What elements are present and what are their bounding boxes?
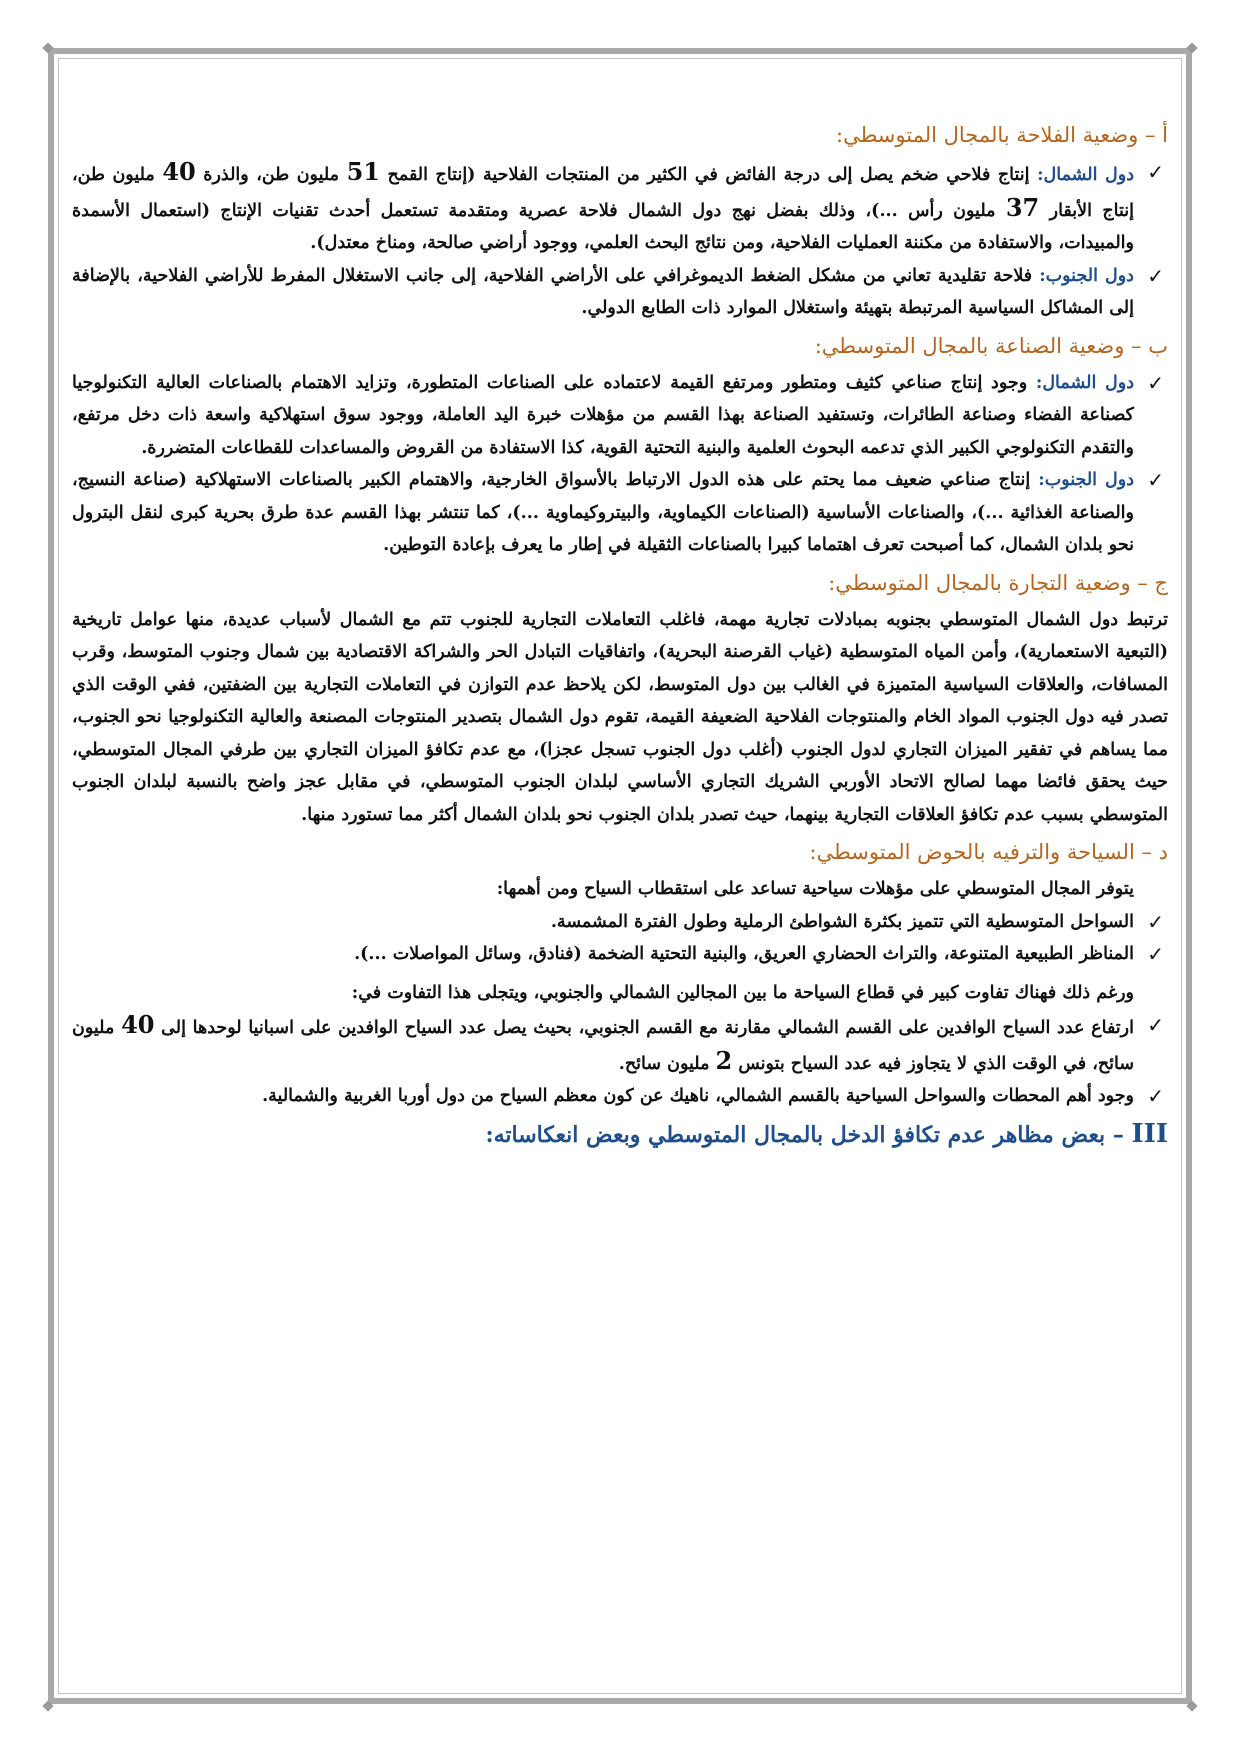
tourism-gap-item: ✓ وجود أهم المحطات والسواحل السياحية بالقسم الشمالي، ناهيك عن كون معظم السياح من دول أوربا الغربية والشمالية. xyxy=(72,1080,1168,1113)
tourism-gap-item: ✓ ارتفاع عدد السياح الوافدين على القسم الشمالي مقارنة مع القسم الجنوبي، بحيث يصل عدد السياح الوافدين على اسبانيا لوحدها إلى 40 مليون سائح، في الوقت الذي لا يتجاوز فيه عدد السياح بتونس 2 مليون سائح. xyxy=(72,1010,1164,1075)
figure-tunisia-tourists: 2 xyxy=(715,1045,733,1075)
document-body xyxy=(72,120,1168,1640)
tourism-intro: يتوفر المجال المتوسطي على مؤهلات سياحية تساعد على استقطاب السياح ومن أهمها: xyxy=(496,879,1134,899)
figure-corn: 40 xyxy=(162,157,196,186)
industry-south-item: ✓ دول الجنوب: إنتاج صناعي ضعيف مما يحتم على هذه الدول الارتباط بالأسواق الخارجية، والاهتمام الكبير بالصناعات الاستهلاكية (صناعة النسيج، والصناعة الغذائية ...)، والصناعات الأساسية (الصناعات الكيماوية، والبيتروكيماوية ...)، كما تنتشر بهذا القسم عدة طرق بحرية كبرى لنقل البترول نحو بلدان الشمال، كما أصبحت تعرف اهتماما كبيرا بالصناعات الثقيلة في إطار ما يعرف بإعادة التوطين. xyxy=(72,464,1168,562)
tourism-gap-list xyxy=(72,1009,1168,1113)
label-north: دول الشمال: xyxy=(1037,165,1134,185)
label-south: دول الجنوب: xyxy=(1039,265,1134,286)
tourism-gap-intro: ورغم ذلك فهناك تفاوت كبير في قطاع السياحة ما بين المجالين الشمالي والجنوبي، ويتجلى هذا التفاوت في: xyxy=(351,982,1134,1003)
tourism-assets-list xyxy=(72,906,1168,971)
check-icon: ✓ xyxy=(1147,370,1164,395)
heading-tourism: د – السياحة والترفيه بالحوض المتوسطي: xyxy=(809,840,1168,864)
section-number: III xyxy=(1131,1118,1168,1149)
heading-trade: ج – وضعية التجارة بالمجال المتوسطي: xyxy=(828,570,1168,595)
figure-wheat: 51 xyxy=(346,157,380,186)
check-icon: ✓ xyxy=(1147,942,1164,966)
check-icon: ✓ xyxy=(1147,1013,1164,1037)
figure-spain-tourists: 40 xyxy=(121,1010,155,1039)
agriculture-north-item: ✓ دول الشمال: إنتاج فلاحي ضخم يصل إلى درجة الفائض في الكثير من المنتجات الفلاحية (إنتاج القمح 51 مليون طن، والذرة 40 مليون طن، إنتاج الأبقار 37 مليون رأس ...)، وذلك بفضل نهج دول الشمال فلاحة عصرية ومتقدمة تستعمل أحدث تقنيات الإنتاج (استعمال الأسمدة والمبيدات، والاستفادة من مكننة العمليات الفلاحية، ومن نتائج البحث العلمي، ووجود أراضي صالحة، ومناخ معتدل). xyxy=(72,157,1164,253)
check-icon: ✓ xyxy=(1147,468,1164,492)
label-north: دول الشمال: xyxy=(1035,372,1134,393)
agriculture-south-item: ✓ دول الجنوب: فلاحة تقليدية تعاني من مشكل الضغط الديموغرافي على الأراضي الفلاحية، إلى جانب الاستغلال المفرط للأراضي الفلاحية، بالإضافة إلى المشاكل السياسية المرتبطة بتهيئة واستغلال الموارد ذات الطابع الدولي. xyxy=(72,260,1168,325)
check-icon: ✓ xyxy=(1147,1084,1164,1108)
check-icon: ✓ xyxy=(1147,909,1164,934)
tourism-asset-item: ✓ المناظر الطبيعية المتنوعة، والتراث الحضاري العريق، والبنية التحتية الضخمة (فنادق، وسائل المواصلات ...). xyxy=(72,938,1168,971)
check-icon: ✓ xyxy=(1147,263,1164,288)
label-south: دول الجنوب: xyxy=(1038,470,1134,490)
trade-paragraph: ترتبط دول الشمال المتوسطي بجنوبه بمبادلات تجارية مهمة، فاغلب التعاملات التجارية للجنوب تتم مع الشمال لأسباب عديدة، منها عوامل تاريخية (التبعية الاستعمارية)، وأمن المياه المتوسطية (غياب القرصنة البحرية)، واتفاقيات التبادل الحر والشراكة الاقتصادية بين شمال وجنوب المتوسط، وقرب المسافات، والعلاقات السياسية المتميزة في الغالب بين دول المتوسط، لكن يلاحظ عدم التوازن في التعاملات التجارية بين الضفتين، ففي الوقت الذي تصدر فيه دول الجنوب المواد الخام والمنتوجات الفلاحية الضعيفة القيمة، تقوم دول الشمال بتصدير المنتوجات المصنعة والعالية التكنولوجيا نحو الجنوب، مما يساهم في تفقير الميزان التجاري لدول الجنوب (أغلب دول الجنوب تسجل عجزا)، مع عدم تكافؤ الميزان التجاري بين طرفي المجال المتوسطي، حيث يحقق فائضا مهما لصالح الاتحاد الأوربي الشريك التجاري الأساسي لبلدان الجنوب المتوسطي، في مقابل عجز واضح بالنسبة لبلدان الجنوب المتوسطي بسبب عدم تكافؤ العلاقات التجارية بينهما، حيث تصدر بلدان الجنوب نحو بلدان الشمال أكثر مما تستورد منها. xyxy=(72,609,1168,825)
industry-list xyxy=(72,367,1168,562)
agriculture-list xyxy=(72,156,1168,325)
heading-section-iii: III – بعض مظاهر عدم تكافؤ الدخل بالمجال المتوسطي وبعض انعكاساته: xyxy=(485,1118,1168,1149)
figure-cattle: 37 xyxy=(1005,192,1040,222)
check-icon: ✓ xyxy=(1147,160,1164,184)
tourism-asset-item: ✓ السواحل المتوسطية التي تتميز بكثرة الشواطئ الرملية وطول الفترة المشمسة. xyxy=(72,906,1168,939)
industry-north-item: ✓ دول الشمال: وجود إنتاج صناعي كثيف ومتطور ومرتفع القيمة لاعتماده على الصناعات المتطورة، وتزايد الاهتمام بالصناعات العالية التكنولوجيا كصناعة الفضاء وصناعة الطائرات، وتستفيد الصناعة بهذا القسم من مؤهلات خبرة اليد العاملة، ووجود سوق استهلاكية واسعة ذات دخل مرتفع، والتقدم التكنولوجي الكبير الذي تدعمه البحوث العلمية والبنية التحتية القوية، كذا الاستفادة من القروض والمساعدات للقطاعات المتضررة. xyxy=(72,367,1168,465)
heading-agriculture: أ – وضعية الفلاحة بالمجال المتوسطي: xyxy=(836,123,1168,147)
heading-industry: ب – وضعية الصناعة بالمجال المتوسطي: xyxy=(814,333,1168,358)
